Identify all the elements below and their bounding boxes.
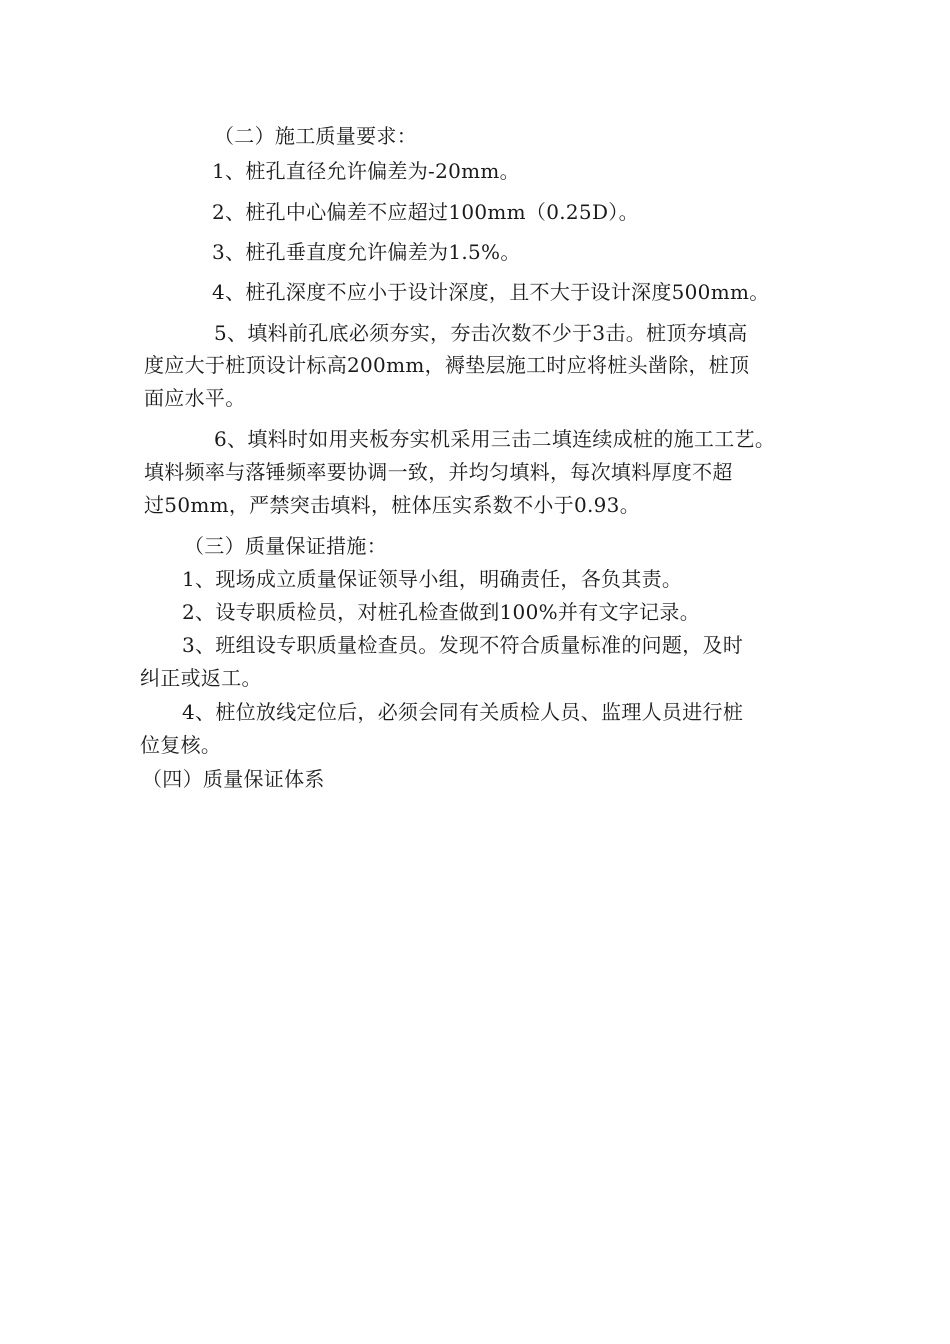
list-item-3-4-line-1: 4、桩位放线定位后，必须会同有关质检人员、监理人员进行桩 [182,700,744,724]
list-item-2-5-line-3: 面应水平。 [144,386,246,410]
list-item-3-1: 1、现场成立质量保证领导小组，明确责任，各负其责。 [182,567,683,591]
list-item-2-6-line-1: 6、填料时如用夹板夯实机采用三击二填连续成桩的施工工艺。 [214,427,776,451]
list-item-2-5-line-1: 5、填料前孔底必须夯实，夯击次数不少于3击。桩顶夯填高 [214,321,748,345]
list-item-2-3: 3、桩孔垂直度允许偏差为1.5%。 [212,240,521,264]
list-item-2-1: 1、桩孔直径允许偏差为-20mm。 [212,159,520,183]
list-item-2-4: 4、桩孔深度不应小于设计深度，且不大于设计深度500mm。 [212,280,770,304]
section-heading-4: （四）质量保证体系 [142,767,325,791]
list-item-2-2: 2、桩孔中心偏差不应超过100mm（0.25D）。 [212,200,639,224]
list-item-3-4-line-2: 位复核。 [140,733,222,757]
list-item-3-2: 2、设专职质检员，对桩孔检查做到100%并有文字记录。 [182,600,701,624]
list-item-2-6-line-2: 填料频率与落锤频率要协调一致，并均匀填料，每次填料厚度不超 [144,460,733,484]
list-item-2-6-line-3: 过50mm，严禁突击填料，桩体压实系数不小于0.93。 [144,493,641,517]
list-item-3-3-line-1: 3、班组设专职质量检查员。发现不符合质量标准的问题，及时 [182,633,744,657]
section-heading-2: （二）施工质量要求： [214,124,417,148]
section-heading-3: （三）质量保证措施： [184,534,387,558]
list-item-2-5-line-2: 度应大于桩顶设计标高200mm，褥垫层施工时应将桩头凿除，桩顶 [144,353,750,377]
list-item-3-3-line-2: 纠正或返工。 [140,666,262,690]
